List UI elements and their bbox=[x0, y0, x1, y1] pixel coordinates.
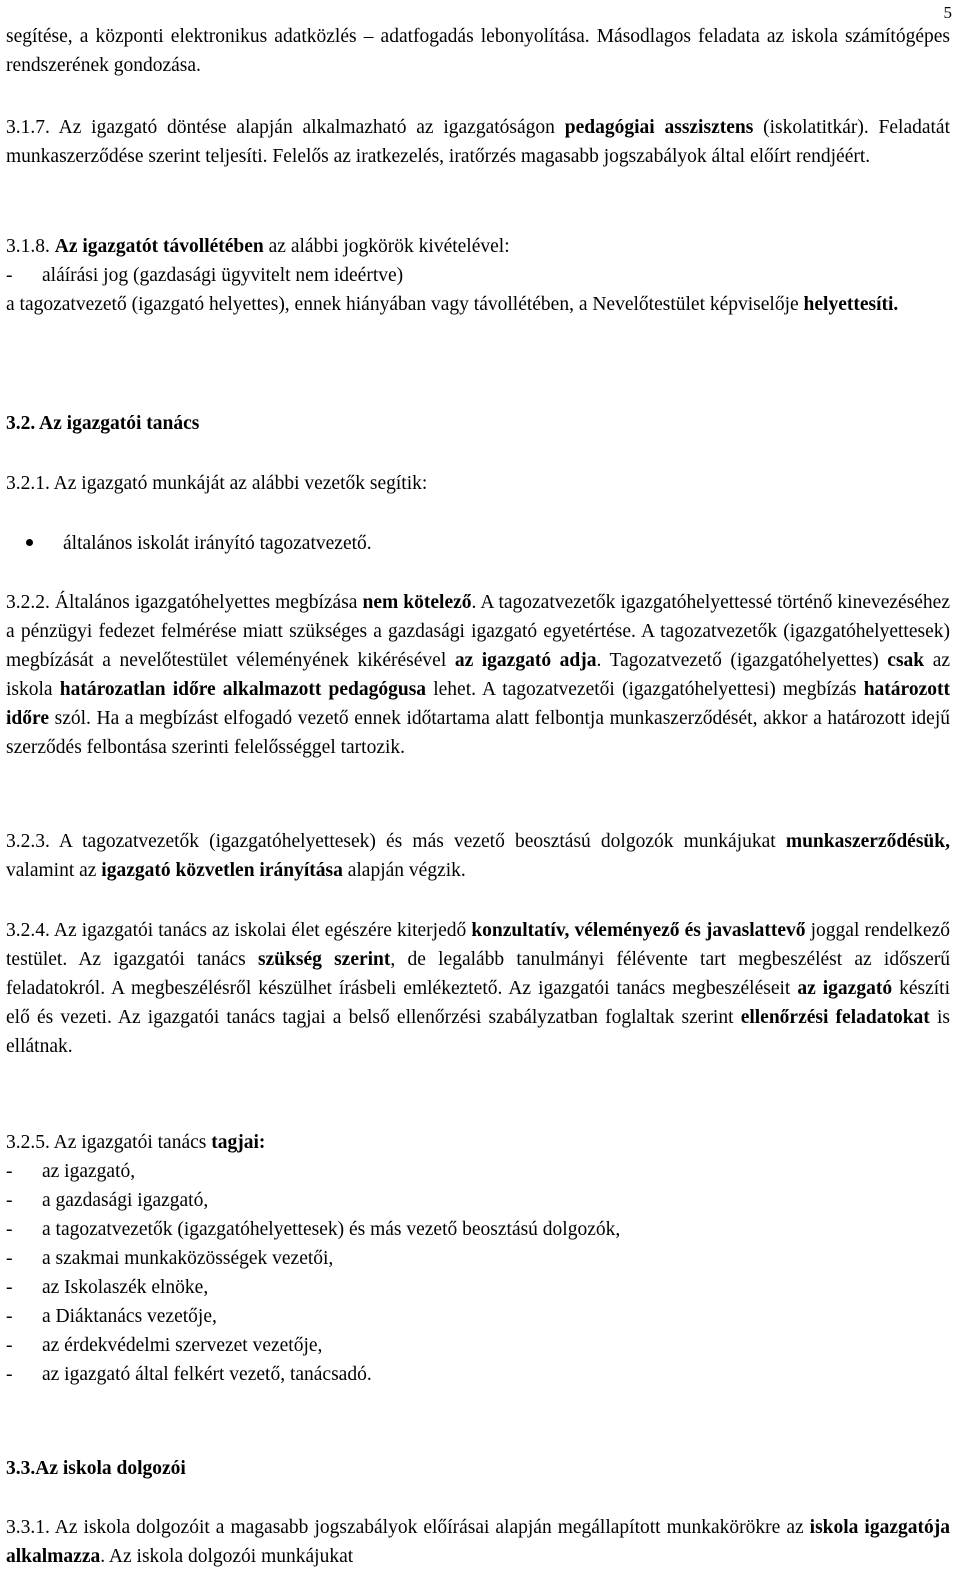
text-run: 3.1.7. Az igazgató döntése alapján alkalmazható az igazgatóságon bbox=[6, 117, 565, 138]
dash-marker: - bbox=[6, 1248, 13, 1269]
members-list-item bbox=[6, 1273, 950, 1302]
bold-text-run: nem kötelező bbox=[362, 592, 472, 613]
text-run: . Tagozatvezető (igazgatóhelyettes) bbox=[596, 650, 888, 671]
text-run: . Az iskola dolgozói munkájukat bbox=[100, 1546, 354, 1567]
text-run: az alábbi jogkörök kivételével: bbox=[263, 236, 510, 257]
bold-text-run: tagjai: bbox=[211, 1132, 266, 1153]
text-run: 3.2.4. Az igazgatói tanács az iskolai élet egészére kiterjedő bbox=[6, 920, 472, 941]
members-list-item-text: az igazgató, bbox=[42, 1161, 136, 1182]
members-list-item-text: a tagozatvezetők (igazgatóhelyettesek) és más vezető beosztású dolgozók, bbox=[42, 1219, 621, 1240]
dash-marker: - bbox=[6, 1306, 13, 1327]
dash-marker: - bbox=[6, 1190, 13, 1211]
paragraph-3-2-2 bbox=[6, 588, 950, 762]
members-list-item-text: a Diáktanács vezetője, bbox=[42, 1306, 217, 1327]
bold-text-run: csak bbox=[887, 650, 925, 671]
text-run: 3.2.5. Az igazgatói tanács bbox=[6, 1132, 212, 1153]
text-run: (iskolatitkár). Feladatát munkaszerződése szerint teljesíti. Felelős az iratkezelés, iratőrzés magasabb jogszabályok által előírt rendjéért. bbox=[6, 117, 950, 167]
bold-text-run: ellenőrzési feladatokat bbox=[740, 1007, 930, 1028]
section-heading-3-3: 3.3.Az iskola dolgozói bbox=[6, 1458, 186, 1479]
bold-text-run: igazgató közvetlen irányítása bbox=[101, 860, 343, 881]
bullet-item bbox=[26, 529, 372, 558]
paragraph-3-1-8-body bbox=[6, 290, 950, 319]
dash-marker: - bbox=[6, 1277, 13, 1298]
text-run: segítése, a központi elektronikus adatközlés – adatfogadás lebonyolítása. Másodlagos feladata az iskola számítógépes rendszerének gondozása. bbox=[6, 26, 950, 76]
bold-text-run: helyettesíti. bbox=[803, 294, 899, 315]
members-list-item bbox=[6, 1215, 950, 1244]
text-run: lehet. A tagozatvezetői (igazgatóhelyettesi) megbízás bbox=[426, 679, 864, 700]
text-run: joggal rendelkező testület. Az igazgatói tanács bbox=[6, 920, 950, 970]
paragraph-3-2-4 bbox=[6, 916, 950, 1061]
text-run: 3.2.2. Általános igazgatóhelyettes megbízása bbox=[6, 592, 363, 613]
paragraph-3-3-1 bbox=[6, 1513, 950, 1571]
paragraph-3-1-7 bbox=[6, 113, 950, 171]
members-list-item-text: az igazgató által felkért vezető, tanácsadó. bbox=[42, 1364, 372, 1385]
text-run: az iskola bbox=[6, 650, 950, 700]
members-list-item-text: az érdekvédelmi szervezet vezetője, bbox=[42, 1335, 323, 1356]
text-run: is ellátnak. bbox=[6, 1007, 950, 1057]
text-run: 3.3.1. Az iskola dolgozóit a magasabb jogszabályok előírásai alapján megállapított munkakörökre az bbox=[6, 1517, 810, 1538]
text-run: , de legalább tanulmányi félévente tart megbeszélést az időszerű feladatokról. A megbeszélésről készülhet írásbeli emlékeztető. Az igazgatói tanács megbeszéléseit bbox=[6, 949, 950, 999]
dash-marker: - bbox=[6, 1161, 13, 1182]
members-list bbox=[6, 1157, 950, 1389]
dash-marker: - bbox=[6, 1335, 13, 1356]
dash-marker: - bbox=[6, 1364, 13, 1385]
members-list-item-text: a gazdasági igazgató, bbox=[42, 1190, 209, 1211]
paragraph-intro bbox=[6, 22, 950, 80]
text-run: valamint az bbox=[6, 860, 102, 881]
members-list-item-text: az Iskolaszék elnöke, bbox=[42, 1277, 209, 1298]
paragraph-3-2-3 bbox=[6, 827, 950, 885]
bold-text-run: határozatlan időre alkalmazott pedagógusa bbox=[59, 679, 427, 700]
bold-text-run: az igazgató adja bbox=[454, 650, 597, 671]
bold-text-run: szükség szerint bbox=[257, 949, 391, 970]
members-list-item-text: a szakmai munkaközösségek vezetői, bbox=[42, 1248, 334, 1269]
members-list-item bbox=[6, 1331, 950, 1360]
bold-text-run: konzultatív, véleményező és javaslattevő bbox=[471, 920, 806, 941]
paragraph-3-2-5 bbox=[6, 1128, 950, 1157]
paragraph-3-1-8-heading bbox=[6, 232, 950, 261]
section-heading-3-2: 3.2. Az igazgatói tanács bbox=[6, 413, 200, 434]
bold-text-run: Az igazgatót távollétében bbox=[54, 236, 264, 257]
text-run: 3.1.8. bbox=[6, 236, 55, 257]
text-run: készíti elő és vezeti. Az igazgatói tanács tagjai a belső ellenőrzési szabályzatban foglaltak szerint bbox=[6, 978, 950, 1028]
page-number: 5 bbox=[943, 3, 952, 22]
members-list-item bbox=[6, 1157, 950, 1186]
dash-marker: - bbox=[6, 1219, 13, 1240]
bold-text-run: iskola igazgatója alkalmazza bbox=[6, 1517, 950, 1567]
bold-text-run: munkaszerződésük, bbox=[785, 831, 950, 852]
text-run: szól. Ha a megbízást elfogadó vezető ennek időtartama alatt felbontja munkaszerződését, akkor a határozott idejű szerződés felbontása szerinti felelősséggel tartozik. bbox=[6, 708, 950, 758]
bold-text-run: az igazgató bbox=[797, 978, 893, 999]
text-run: a tagozatvezető (igazgató helyettes), ennek hiányában vagy távollétében, a Nevelőtestület képviselője bbox=[6, 294, 804, 315]
dash-item-signature-right: - aláírási jog (gazdasági ügyvitelt nem ideértve) bbox=[6, 265, 404, 286]
dash-item-text: aláírási jog (gazdasági ügyvitelt nem ideértve) bbox=[42, 265, 404, 286]
members-list-item bbox=[6, 1244, 950, 1273]
paragraph-3-2-1: 3.2.1. Az igazgató munkáját az alábbi vezetők segítik: bbox=[6, 473, 428, 494]
members-list-item bbox=[6, 1302, 950, 1331]
members-list-item bbox=[6, 1360, 950, 1389]
bullet-item-text: általános iskolát irányító tagozatvezető. bbox=[63, 533, 372, 554]
members-list-item bbox=[6, 1186, 950, 1215]
text-run: alapján végzik. bbox=[342, 860, 466, 881]
text-run: . A tagozatvezetők igazgatóhelyettessé történő kinevezéséhez a pénzügyi fedezet felmérése miatt szükséges a gazdasági igazgató egyetértése. A tagozatvezetők (igazgatóhelyettesek) megbízását a nevelőtestület véleményének kikérésével bbox=[6, 592, 950, 671]
bold-text-run: határozott időre bbox=[6, 679, 950, 729]
text-run: 3.2.3. A tagozatvezetők (igazgatóhelyettesek) és más vezető beosztású dolgozók munkájukat bbox=[6, 831, 786, 852]
bold-text-run: pedagógiai asszisztens bbox=[564, 117, 754, 138]
bullet-dot-icon bbox=[26, 539, 33, 546]
